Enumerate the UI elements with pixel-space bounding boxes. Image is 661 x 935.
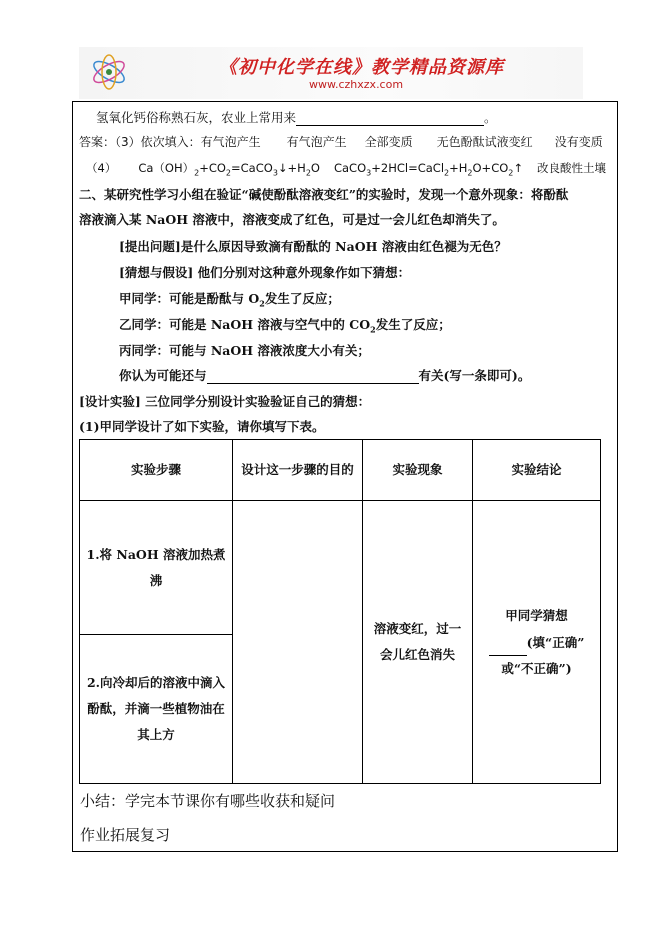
header-phenomenon: 实验现象 bbox=[363, 440, 473, 501]
section2-line-2: 溶液滴入某 NaOH 溶液中，溶液变成了红色，可是过一会儿红色却消失了。 bbox=[79, 212, 505, 227]
purpose-cell[interactable] bbox=[233, 501, 363, 784]
banner-url[interactable]: www.czhxzx.com bbox=[309, 78, 404, 91]
header-conclusion: 实验结论 bbox=[473, 440, 601, 501]
banner-title: 《初中化学在线》教学精品资源库 bbox=[219, 57, 504, 78]
summary-line: 小结：学完本节课你有哪些收获和疑问 bbox=[80, 792, 336, 810]
table-header-row bbox=[80, 440, 601, 501]
table-row bbox=[80, 501, 601, 635]
hypothesis-line: [猜想与假设] 他们分别对这种意外现象作如下猜想： bbox=[119, 265, 411, 280]
intro-line: 氢氧化钙俗称熟石灰，农业上常用来 。 bbox=[96, 110, 497, 125]
step-2-cell: 2.向冷却后的溶液中滴入酚酞，并滴一些植物油在其上方 bbox=[80, 635, 233, 784]
blank-conclusion[interactable] bbox=[489, 629, 527, 656]
header-banner bbox=[79, 47, 583, 99]
bing-guess: 丙同学：可能与 NaOH 溶液浓度大小有关； bbox=[119, 343, 370, 358]
blank-intro[interactable] bbox=[296, 110, 484, 126]
section2-line-1: 二、某研究性学习小组在验证“碱使酚酞溶液变红”的实验时，发现一个意外现象：将酚酞 bbox=[79, 187, 569, 202]
design-line: [设计实验] 三位同学分别设计实验验证自己的猜想： bbox=[79, 394, 371, 409]
experiment-table bbox=[79, 439, 601, 784]
jia-guess: 甲同学：可能是酚酞与 $O_2$发生了反应； bbox=[119, 291, 340, 309]
step-1-cell: 1.将 NaOH 溶液加热煮沸 bbox=[80, 501, 233, 635]
question-line: [提出问题]是什么原因导致滴有酚酞的 NaOH 溶液由红色褪为无色？ bbox=[119, 239, 507, 254]
header-step: 实验步骤 bbox=[80, 440, 233, 501]
header-purpose: 设计这一步骤的目的 bbox=[233, 440, 363, 501]
blank-your-guess[interactable] bbox=[207, 368, 419, 384]
design-1-line: (1)甲同学设计了如下实验，请你填写下表。 bbox=[79, 419, 325, 434]
answer-line-1: 答案：（3）依次填入：有气泡产生 有气泡产生 全部变质 无色酚酞试液变红 没有变质 bbox=[79, 135, 603, 149]
atom-logo-icon bbox=[89, 51, 129, 93]
conclusion-cell: 甲同学猜想 (填“正确” 或“不正确”) bbox=[473, 501, 601, 784]
phenomenon-cell: 溶液变红，过一会儿红色消失 bbox=[363, 501, 473, 784]
homework-line: 作业拓展复习 bbox=[80, 826, 171, 844]
answer-line-2: （4） $Ca(OH)_2+CO_2=CaCO_3↓+H_2O$ $CaCO_3+2HCl=CaCl_2+H_2O+CO_2↑$ 改良酸性土壤 bbox=[86, 161, 607, 178]
your-guess: 你认为可能还与 有关(写一条即可)。 bbox=[119, 368, 531, 383]
yi-guess: 乙同学：可能是 NaOH 溶液与空气中的 $CO_2$发生了反应； bbox=[119, 317, 451, 335]
